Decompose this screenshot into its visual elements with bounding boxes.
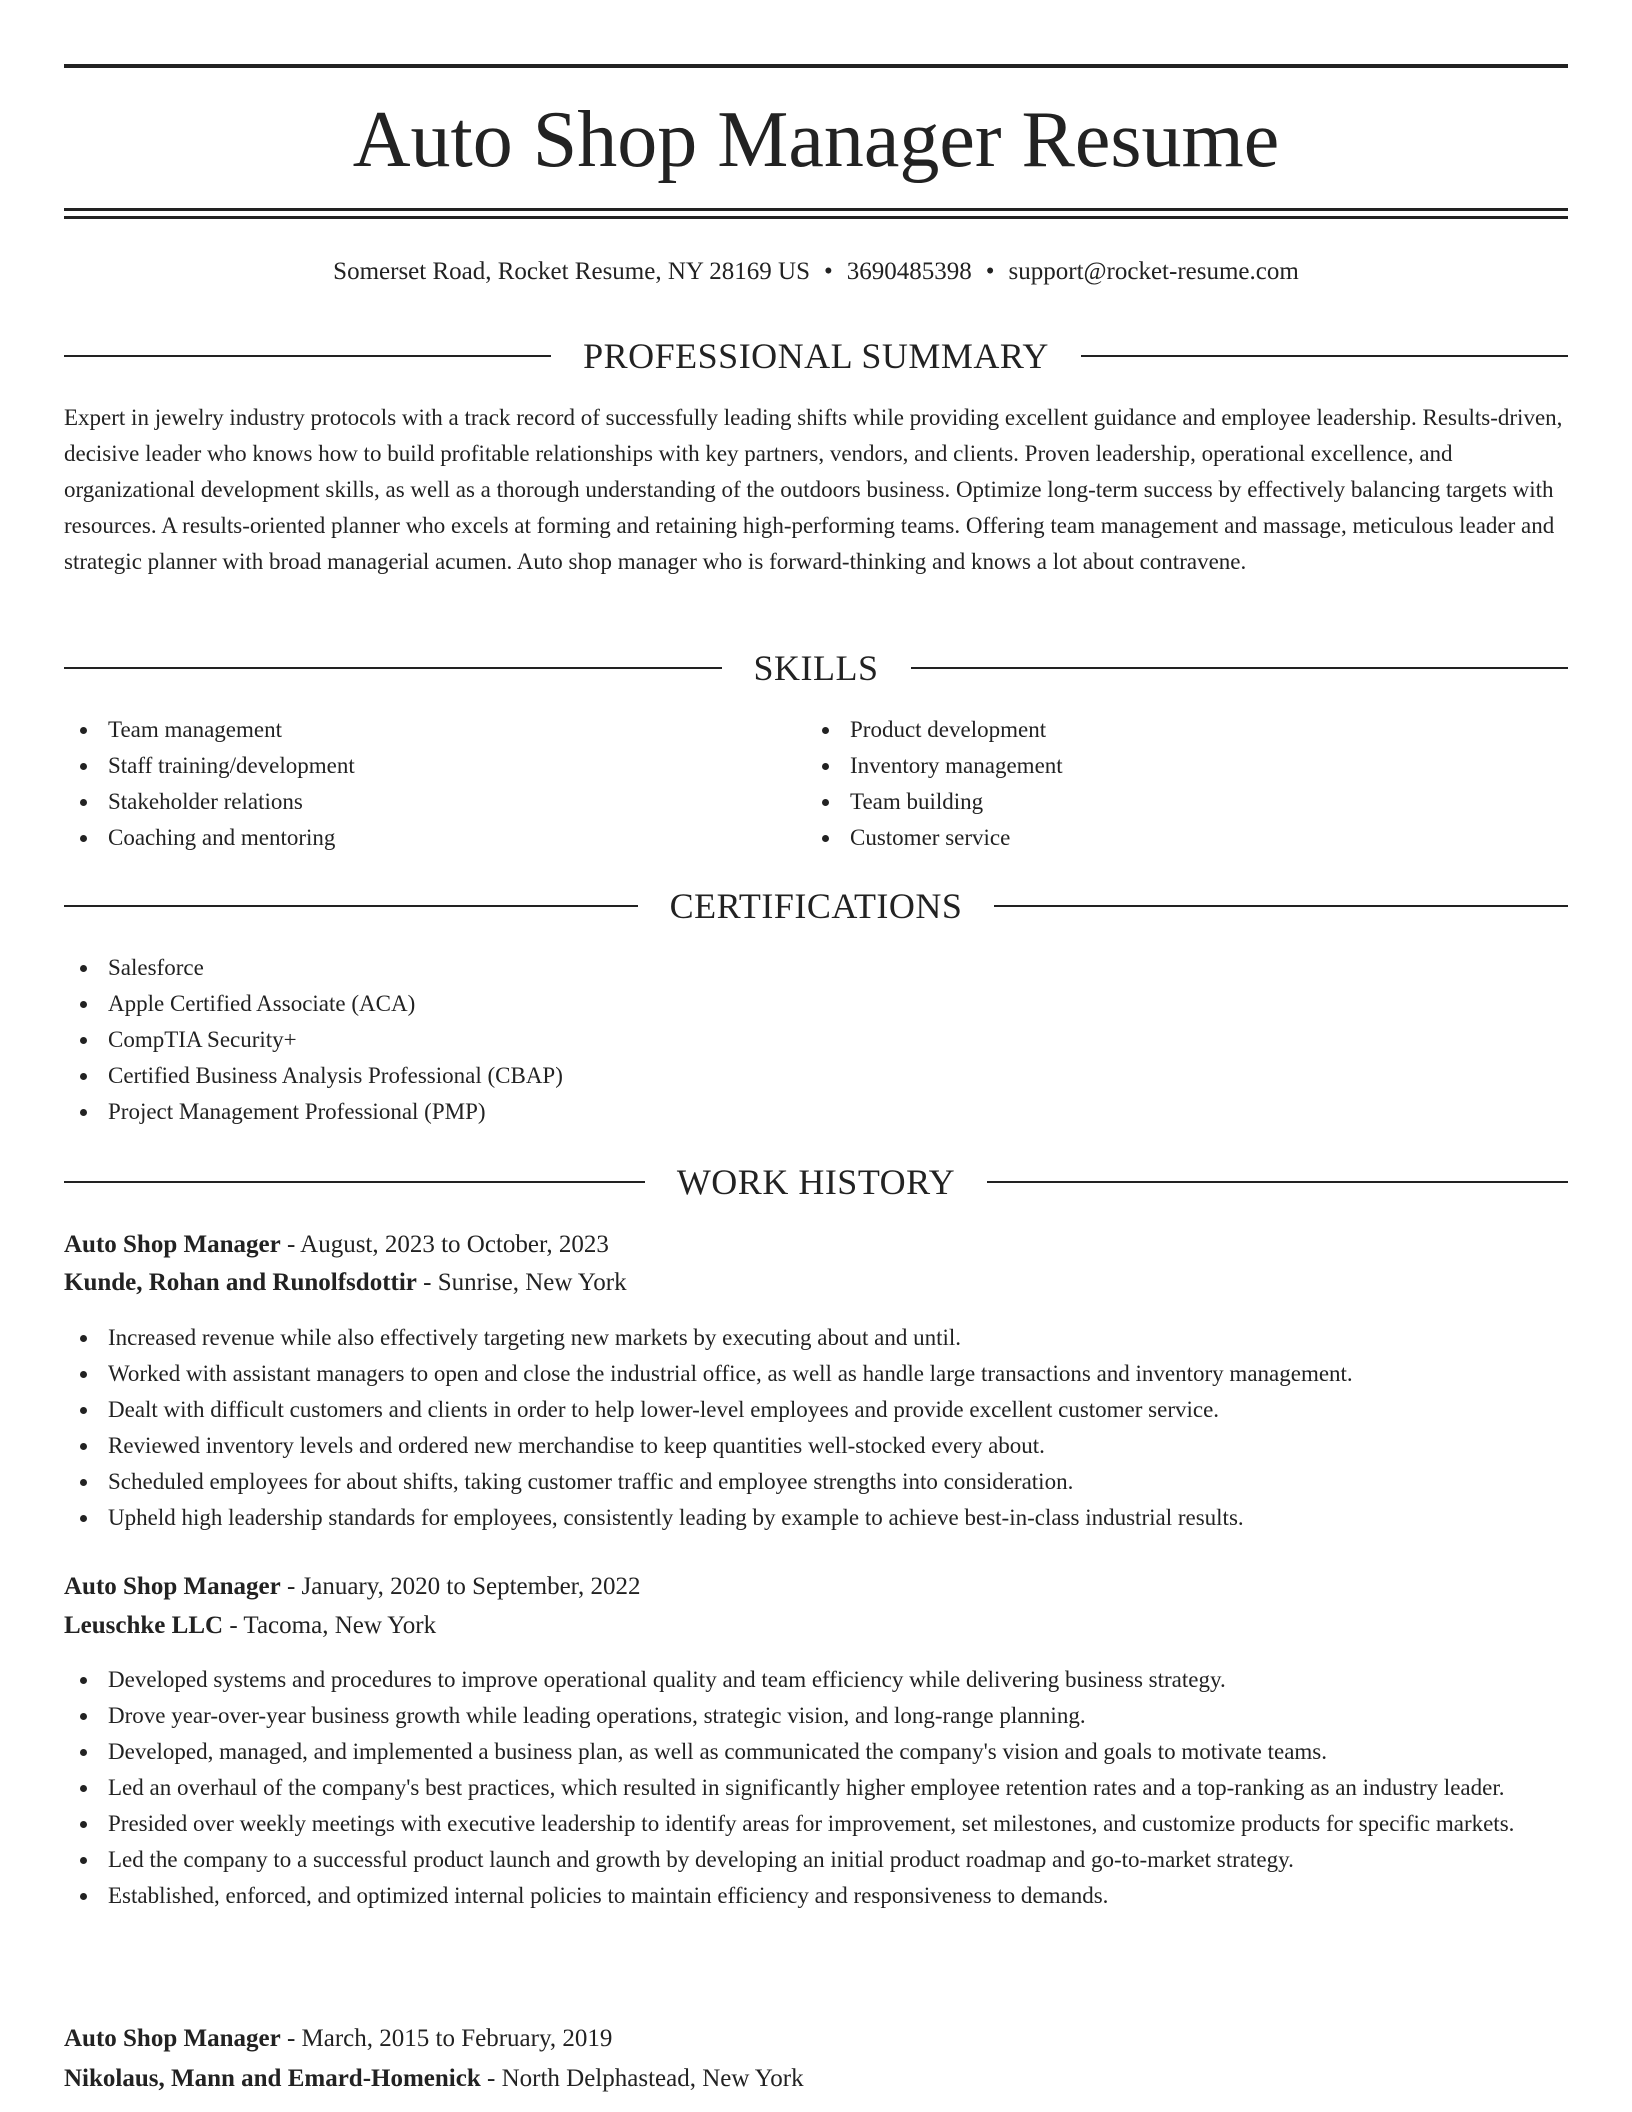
certifications-list	[64, 950, 1568, 1130]
job-title: Auto Shop Manager	[64, 1231, 281, 1258]
job-dates: - March, 2015 to February, 2019	[280, 2025, 613, 2052]
skill-item: Staff training/development	[64, 748, 804, 784]
job-dates: - January, 2020 to September, 2022	[280, 1573, 641, 1600]
job-3-title-line	[64, 2020, 1568, 2058]
heading-rule	[64, 905, 638, 907]
skills-list-left	[64, 712, 804, 856]
contact-separator: •	[823, 258, 833, 285]
job-title: Auto Shop Manager	[64, 1573, 281, 1600]
contact-email[interactable]: support@rocket-resume.com	[1008, 258, 1299, 285]
job-2-company-line	[64, 1607, 1568, 1645]
job-location: - Tacoma, New York	[223, 1612, 437, 1639]
skill-item: Stakeholder relations	[64, 784, 804, 820]
job-1-company-line	[64, 1264, 1568, 1302]
section-title: WORK HISTORY	[676, 1162, 956, 1202]
skill-item: Team building	[806, 784, 1546, 820]
resume-title: Auto Shop Manager Resume	[352, 96, 1280, 184]
job-bullet: Reviewed inventory levels and ordered new merchandise to keep quantities well-stocked every about.	[64, 1428, 1568, 1464]
heading-rule	[994, 905, 1568, 907]
job-bullet: Led an overhaul of the company's best practices, which resulted in significantly higher employee retention rates and a top-ranking as an industry leader.	[64, 1770, 1568, 1806]
skill-item: Coaching and mentoring	[64, 820, 804, 856]
job-1-title-line	[64, 1226, 1568, 1264]
section-heading-skills	[64, 646, 1568, 690]
job-bullet: Drove year-over-year business growth while leading operations, strategic vision, and long-range planning.	[64, 1698, 1568, 1734]
section-title: CERTIFICATIONS	[669, 886, 963, 926]
skill-item: Inventory management	[806, 748, 1546, 784]
certification-item: Project Management Professional (PMP)	[64, 1094, 1568, 1130]
section-heading-summary	[64, 334, 1568, 378]
certification-item: Certified Business Analysis Professional (CBAP)	[64, 1058, 1568, 1094]
section-title: SKILLS	[753, 648, 879, 688]
contact-line	[64, 254, 1568, 290]
job-2-title-line	[64, 1568, 1568, 1606]
heading-rule	[987, 1181, 1568, 1183]
certification-item: CompTIA Security+	[64, 1022, 1568, 1058]
job-2-bullets	[64, 1662, 1568, 1914]
contact-separator: •	[985, 258, 995, 285]
top-rule	[64, 64, 1568, 68]
job-location: - North Delphastead, New York	[480, 2065, 804, 2092]
contact-address: Somerset Road, Rocket Resume, NY 28169 US	[333, 258, 810, 285]
heading-rule	[64, 667, 722, 669]
job-dates: - August, 2023 to October, 2023	[280, 1231, 609, 1258]
job-bullet: Led the company to a successful product launch and growth by developing an initial product roadmap and go-to-market strategy.	[64, 1842, 1568, 1878]
job-bullet: Worked with assistant managers to open and close the industrial office, as well as handle large transactions and inventory management.	[64, 1356, 1568, 1392]
title-rule-lower	[64, 216, 1568, 219]
certification-item: Apple Certified Associate (ACA)	[64, 986, 1568, 1022]
job-company: Kunde, Rohan and Runolfsdottir	[64, 1269, 417, 1296]
job-title: Auto Shop Manager	[64, 2025, 281, 2052]
job-bullet: Presided over weekly meetings with executive leadership to identify areas for improvement, set milestones, and customize products for specific markets.	[64, 1806, 1568, 1842]
skill-item: Customer service	[806, 820, 1546, 856]
summary-paragraph: Expert in jewelry industry protocols with a track record of successfully leading shifts while providing excellent guidance and employee leadership. Results-driven, decisive leader who knows how to build profitable relationships with key partners, vendors, and clients. Proven leadership, operational excellence, and organizational development skills, as well as a thorough understanding of the outdoors business. Optimize long-term success by effectively balancing targets with resources. A results-oriented planner who excels at forming and retaining high-performing teams. Offering team management and massage, meticulous leader and strategic planner with broad managerial acumen. Auto shop manager who is forward-thinking and knows a lot about contravene.	[64, 405, 1563, 574]
job-bullet: Developed systems and procedures to improve operational quality and team efficiency while delivering business strategy.	[64, 1662, 1568, 1698]
contact-phone: 3690485398	[846, 258, 972, 285]
job-company: Nikolaus, Mann and Emard-Homenick	[64, 2065, 481, 2092]
heading-rule	[64, 355, 551, 357]
job-bullet: Increased revenue while also effectively targeting new markets by executing about and until.	[64, 1320, 1568, 1356]
heading-rule	[1081, 355, 1568, 357]
skill-item: Product development	[806, 712, 1546, 748]
job-bullet: Developed, managed, and implemented a business plan, as well as communicated the company's vision and goals to motivate teams.	[64, 1734, 1568, 1770]
job-location: - Sunrise, New York	[416, 1269, 627, 1296]
skills-list-right	[806, 712, 1546, 856]
section-title: PROFESSIONAL SUMMARY	[583, 336, 1049, 376]
heading-rule	[64, 1181, 645, 1183]
certification-item: Salesforce	[64, 950, 1568, 986]
job-1-bullets	[64, 1320, 1568, 1536]
title-rule-upper	[64, 208, 1568, 211]
section-heading-work-history	[64, 1160, 1568, 1204]
job-company: Leuschke LLC	[64, 1612, 224, 1639]
job-bullet: Upheld high leadership standards for employees, consistently leading by example to achieve best-in-class industrial results.	[64, 1500, 1568, 1536]
heading-rule	[911, 667, 1569, 669]
job-bullet: Established, enforced, and optimized internal policies to maintain efficiency and responsiveness to demands.	[64, 1878, 1568, 1914]
job-bullet: Dealt with difficult customers and clients in order to help lower-level employees and provide excellent customer service.	[64, 1392, 1568, 1428]
job-3-company-line	[64, 2060, 1568, 2098]
job-bullet: Scheduled employees for about shifts, taking customer traffic and employee strengths into consideration.	[64, 1464, 1568, 1500]
section-heading-certifications	[64, 884, 1568, 928]
skill-item: Team management	[64, 712, 804, 748]
